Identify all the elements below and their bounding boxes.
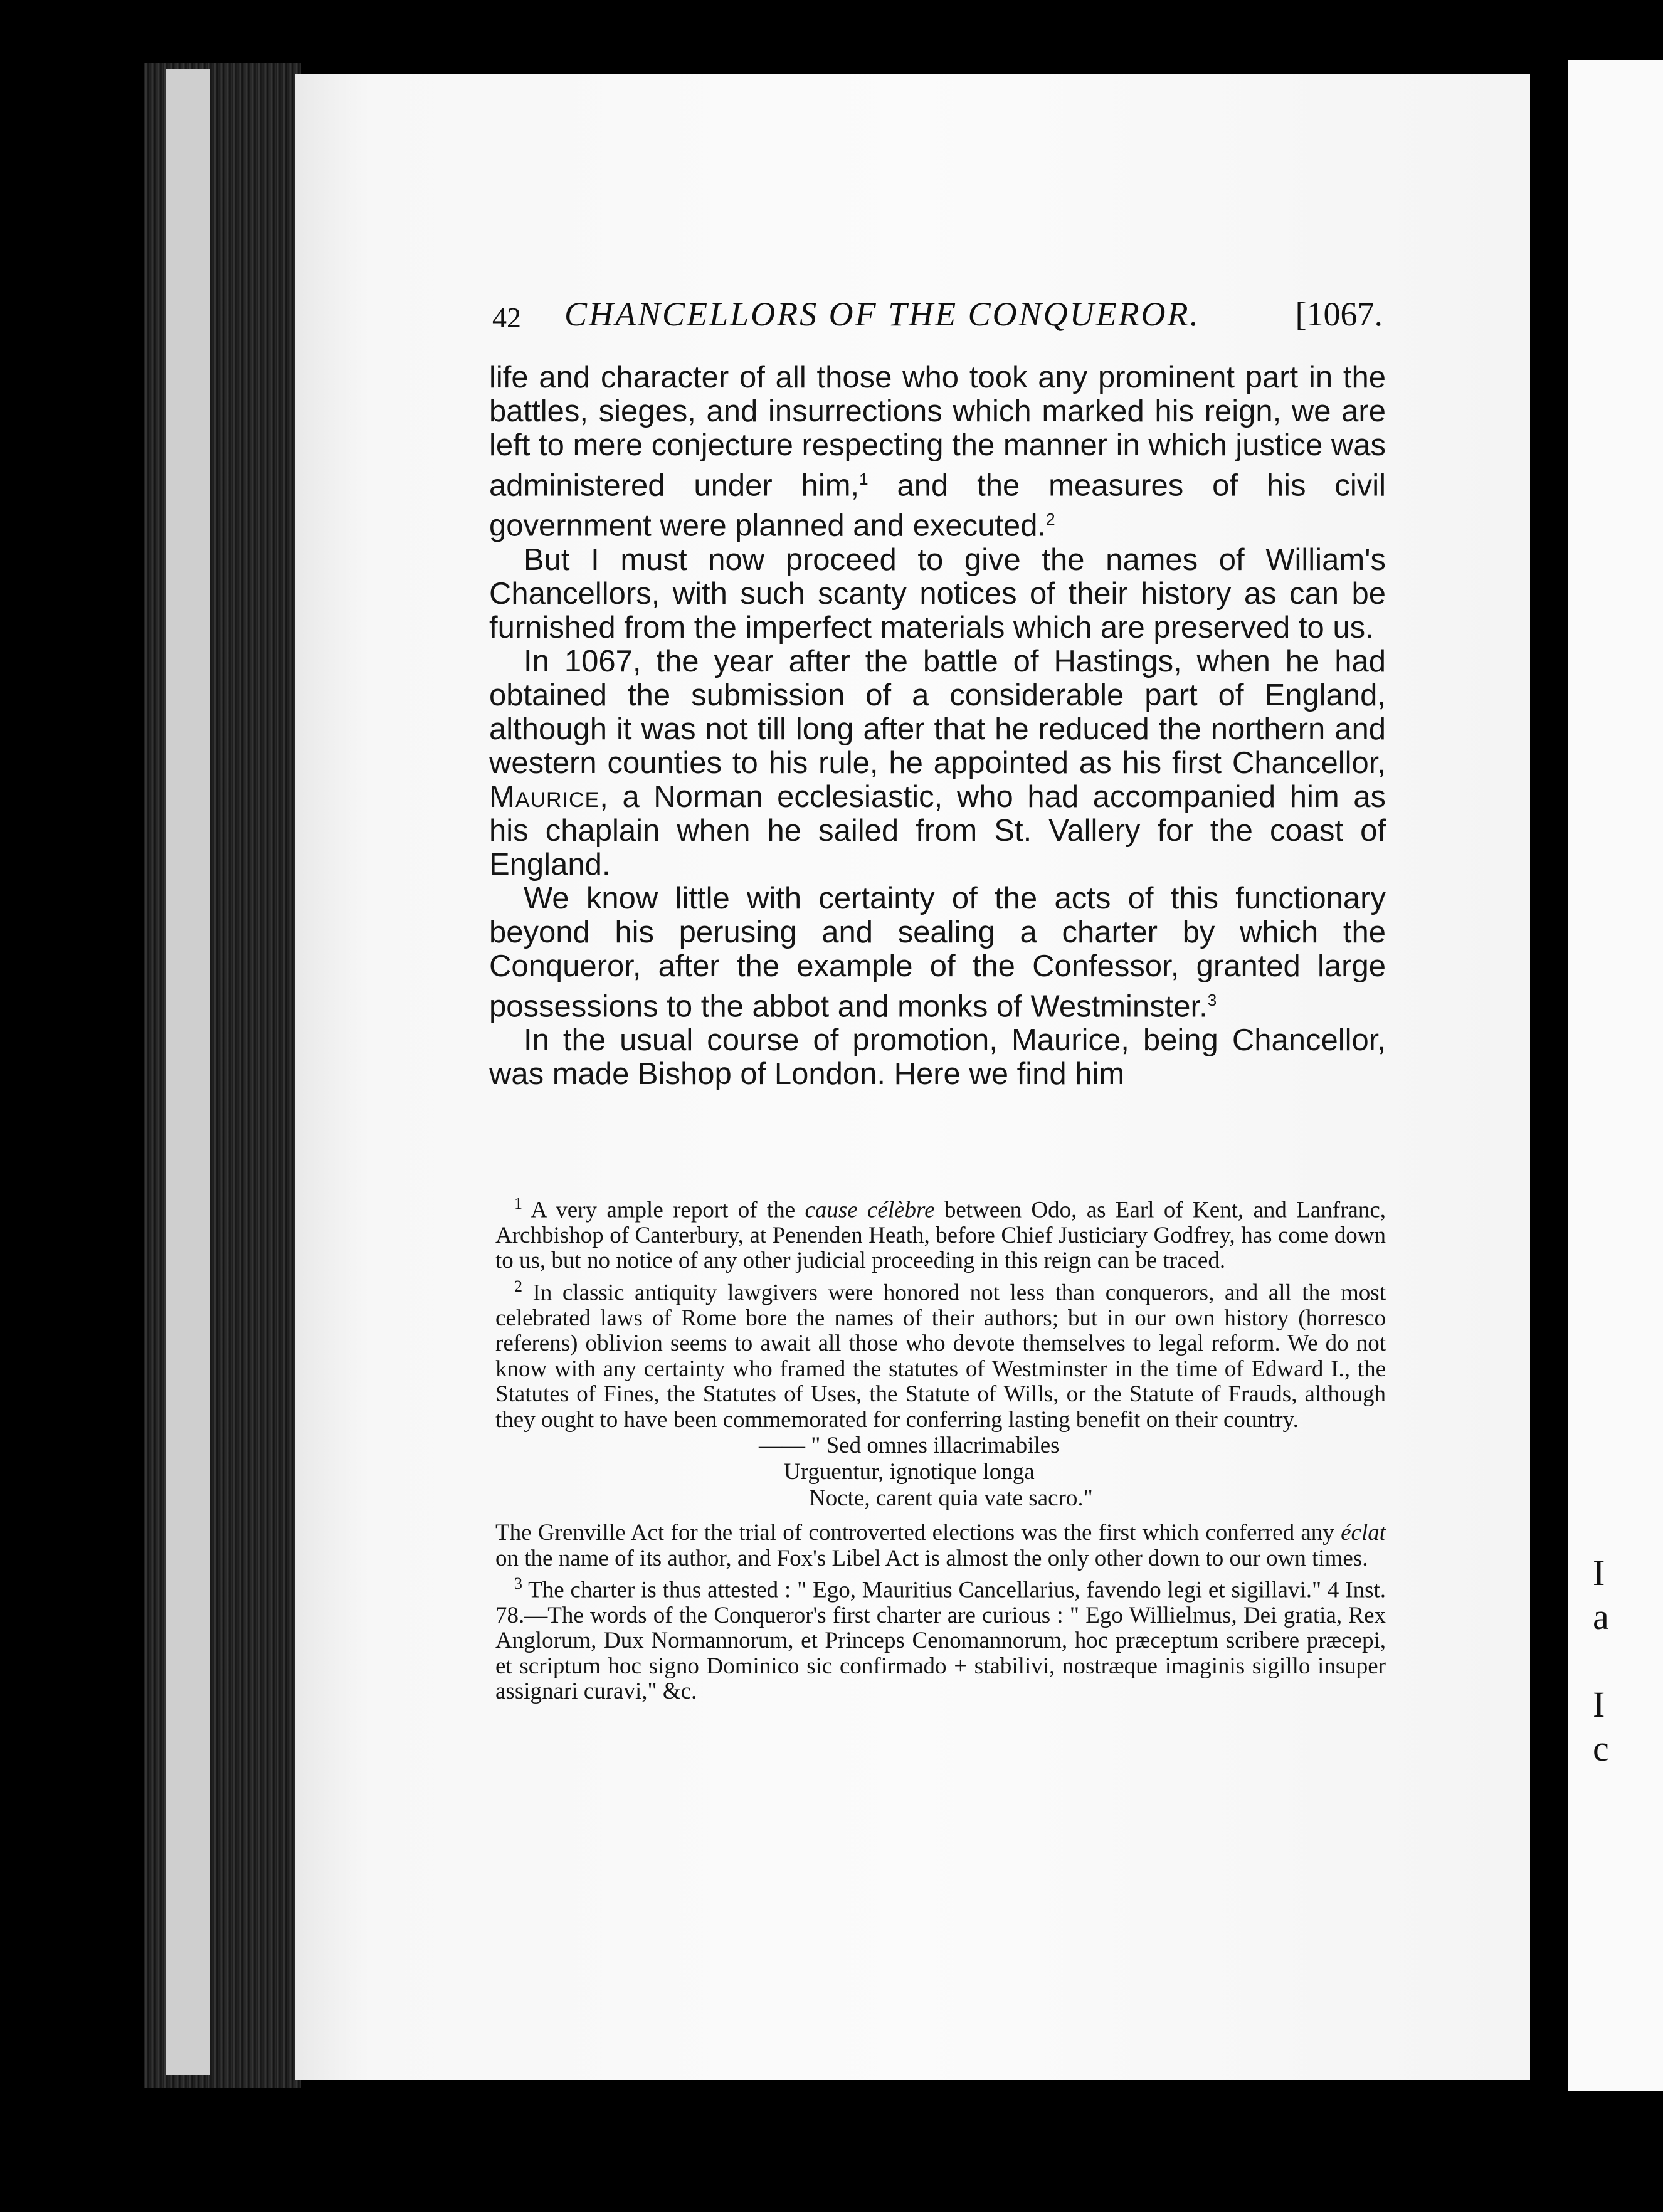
footnote-marker: 2 <box>514 1277 522 1295</box>
footnote-ref: 2 <box>1046 510 1055 529</box>
footnote-3 <box>495 1571 1386 1705</box>
verse-line: Urguentur, ignotique longa <box>784 1459 1035 1485</box>
binding-strip <box>166 69 210 2075</box>
page-number: 42 <box>492 302 521 334</box>
running-title: CHANCELLORS OF THE CONQUEROR. <box>564 295 1201 333</box>
verse-line: —— " Sed omnes illacrimabiles <box>759 1433 1060 1459</box>
footnote-ref: 3 <box>1207 990 1217 1009</box>
paragraph <box>489 882 1386 1023</box>
footnote-2 <box>495 1274 1386 1433</box>
text-run: The charter is thus attested : " Ego, Mauritius Cancellarius, favendo legi et sigillavi." 4 Inst. 78.—The words of the Conqueror's first charter are curious : " Ego Willielmus, Dei gratia, Rex Anglorum, Dux Normannorum, et Princeps Cenomannorum, hoc præceptum scribere præcepi, et scriptum hoc signo Dominico sic confirmado + stabilivi, nostræque imaginis sigillo insuper assignari curavi," &c. <box>495 1577 1386 1705</box>
paragraph <box>489 361 1386 543</box>
adjacent-page-letter: I <box>1593 1684 1605 1725</box>
paragraph: But I must now proceed to give the names of William's Chancellors, with such scanty notices of their history as can be furnished from the imperfect materials which are preserved to us. <box>489 542 1386 645</box>
text-run: life and character of all those who took any prominent part in the battles, sieges, and insurrections which marked his reign, we are left to mere conjecture respecting the manner in which justice was administered under him, <box>489 361 1386 503</box>
adjacent-page-letter: c <box>1593 1728 1609 1769</box>
adjacent-page-letter: a <box>1593 1596 1609 1637</box>
verse-quote <box>495 1433 1386 1512</box>
header-year: [1067. <box>1295 295 1383 333</box>
footnote-marker: 1 <box>514 1194 522 1213</box>
text-run: In classic antiquity lawgivers were honored not less than conquerors, and all the most celebrated laws of Rome bore the names of their authors; but in our own history (horresco referens) oblivion seems to await all those who devote themselves to legal reform. We do not know with any certainty who framed the statutes of Westminster in the time of Edward I., the Statutes of Fines, the Statutes of Uses, the Statute of Wills, or the Statute of Frauds, although they ought to have been commemorated for conferring lasting benefit on their country. <box>495 1280 1386 1433</box>
italic-text: éclat <box>1341 1520 1386 1546</box>
footnote-1 <box>495 1191 1386 1274</box>
text-run: A very ample report of the <box>522 1197 805 1223</box>
footnotes <box>495 1191 1386 1705</box>
running-header <box>492 295 1383 345</box>
adjacent-page-fragment <box>1568 60 1663 2091</box>
paragraph: In the usual course of promotion, Maurice, being Chancellor, was made Bishop of London. Here we find him <box>489 1023 1386 1091</box>
text-run: and the measures of his civil government were planned and executed. <box>489 468 1386 543</box>
main-text <box>489 361 1386 1091</box>
paragraph <box>489 645 1386 882</box>
adjacent-page-letter: I <box>1593 1552 1605 1593</box>
verse-line: Nocte, carent quia vate sacro." <box>809 1485 1093 1512</box>
text-run: We know little with certainty of the acts of this functionary beyond his perusing and sealing a charter by which the Conqueror, after the example of the Confessor, granted large possessions to the abbot and monks of Westminster. <box>489 881 1386 1023</box>
text-run: The Grenville Act for the trial of controverted elections was the first which conferred any <box>495 1520 1341 1546</box>
footnote-ref: 1 <box>859 470 868 488</box>
text-run: In 1067, the year after the battle of Hastings, when he had obtained the submission of a considerable part of England, although it was not till long after that he reduced the northern and western counties to his rule, he appointed as his first Chancellor, <box>489 644 1386 780</box>
text-run: on the name of its author, and Fox's Libel Act is almost the only other down to our own times. <box>495 1545 1368 1571</box>
footnote-2-continued <box>495 1520 1386 1571</box>
chancellor-name: Maurice <box>489 779 600 814</box>
text-run: , a Norman ecclesiastic, who had accompanied him as his chaplain when he sailed from St. Vallery for the coast of England. <box>489 779 1386 882</box>
text-run: between Odo, as Earl of Kent, and Lanfranc, Archbishop of Canterbury, at Penenden Heath, before Chief Justiciary Godfrey, has come down to us, but no notice of any other judicial proceeding in this reign can be traced. <box>495 1197 1386 1274</box>
italic-text: cause célèbre <box>805 1197 935 1223</box>
footnote-marker: 3 <box>514 1574 522 1593</box>
